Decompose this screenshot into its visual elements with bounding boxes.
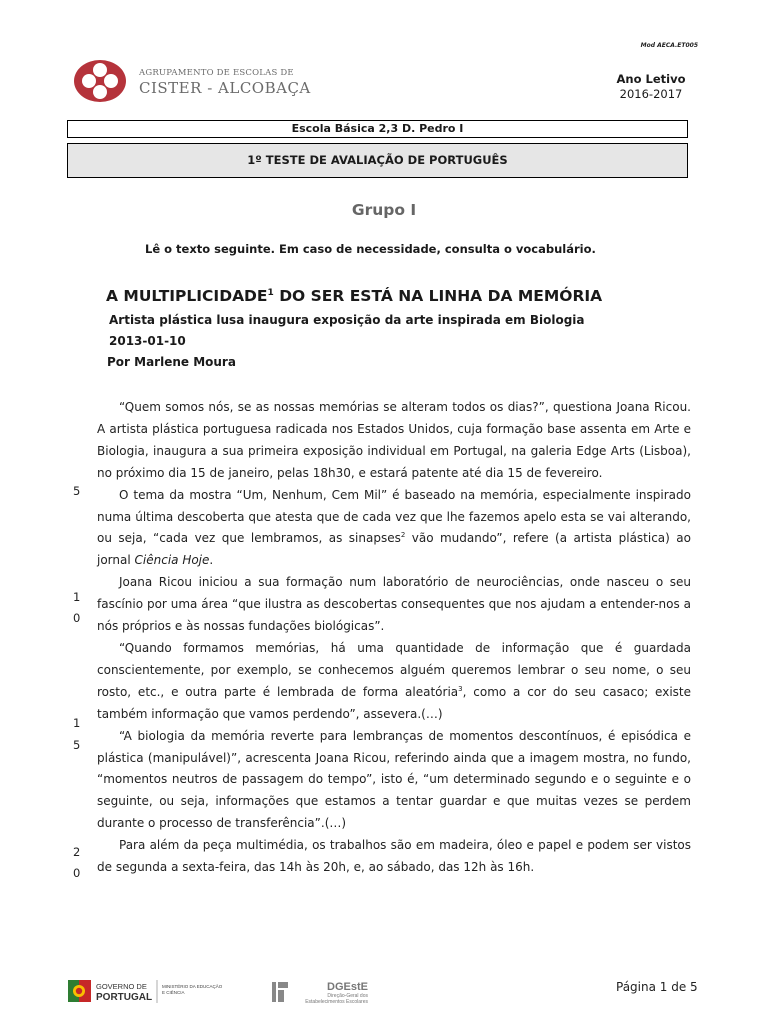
group-title: Grupo I [351,201,417,219]
line-number: 0 [73,611,81,625]
school-year-label: Ano Letivo [616,72,686,86]
article-body [97,397,691,879]
line-number: 0 [73,866,81,880]
dgeste-name: DGEstE [327,981,368,993]
test-title-box: 1º TESTE DE AVALIAÇÃO DE PORTUGUÊS [67,143,688,178]
gov-line1: GOVERNO DE [96,982,147,991]
line-number: 2 [73,845,81,859]
model-code: Mod AECA.ET005 [640,42,698,49]
dgeste-line1: Direção-Geral dos [327,993,368,999]
school-group-name [139,68,311,97]
instruction-text: Lê o texto seguinte. Em caso de necessidade, consulta o vocabulário. [145,242,596,256]
article-author: Por Marlene Moura [107,355,236,369]
org-line2: CISTER - ALCOBAÇA [139,79,311,97]
portugal-emblem-icon [68,980,91,1002]
school-year-value: 2016-2017 [619,87,683,101]
school-logo-icon [72,58,128,104]
line-number: 5 [73,738,81,752]
ministry-line1: MINISTÉRIO DA EDUCAÇÃO [162,984,223,989]
dgeste-line2: Estabelecimentos Escolares [305,999,368,1005]
school-year [596,72,706,101]
paragraph-4: “Quando formamos memórias, há uma quantidade de informação que é guardada conscientemente, por exemplo, se conhecemos alguém queremos lembrar o seu nome, o seu rosto, etc., e outra parte é lembrada de forma aleatória$^3$, como a cor do seu casaco; existe também informação que vamos perdendo”, assevera.(…) [97,640,692,721]
footnote-ref: 2 [400,531,406,540]
paragraph-3: Joana Ricou iniciou a sua formação num laboratório de neurociências, onde nasceu o seu fascínio por uma área “que ilustra as descobertas consequentes que nos ajudam a entender-nos a nós próprios e às nossas fundações biológicas”. [97,575,691,634]
footnote-ref: 3 [458,684,463,693]
footer-logos [66,976,386,1006]
paragraph-1: “Quem somos nós, se as nossas memórias se alteram todos os dias?”, questiona Joana Ricou. A artista plástica portuguesa radicada nos Estados Unidos, cuja formação base assenta em Arte e Biologia, inaugura a sua primeira exposição individual em Portugal, na galeria Edge Arts (Lisboa), no próximo dia 15 de janeiro, pelas 18h30, e estará patente até dia 15 de fevereiro. [97,400,691,480]
gov-line2: PORTUGAL [96,992,153,1003]
article-subtitle: Artista plástica lusa inaugura exposição da arte inspirada em Biologia [109,313,585,327]
dgeste-logo-icon [272,982,288,1002]
footnote-ref: 1 [267,287,274,298]
school-name-box: Escola Básica 2,3 D. Pedro I [67,120,688,138]
line-number: 5 [73,484,81,498]
paragraph-2: O tema da mostra “Um, Nenhum, Cem Mil” é baseado na memória, especialmente inspirado numa última descoberta que atesta que de cada vez que lhe fazemos apelo esta se vai alterando, ou seja, “cada vez que lembramos, as sinapses$^2$ vão mudando”, refere (a artista plástica) ao jornal Ciência Hoje. [97,487,691,568]
article-title: A MULTIPLICIDADE$^1$ DO SER ESTÁ NA LINHA DA MEMÓRIA [106,287,603,305]
page-number: Página 1 de 5 [616,980,698,994]
paragraph-5: “A biologia da memória reverte para lembranças de momentos descontínuos, é episódica e plástica (manipulável)”, acrescenta Joana Ricou, referindo ainda que a imagem mostra, no fundo, “momentos neutros de passagem do tempo”, isto é, “um determinado segundo e o seguinte e o seguinte, ou seja, informações que estamos a tentar guardar e que muitas vezes se perdem durante o processo de transferência”.(…) [97,728,691,831]
article-date: 2013-01-10 [109,334,186,348]
line-number: 1 [73,590,81,604]
ministry-line2: E CIÊNCIA [162,990,185,995]
line-number: 1 [73,716,81,730]
paragraph-6: Para além da peça multimédia, os trabalhos são em madeira, óleo e papel e podem ser vistos de segunda a sexta-feira, das 14h às 20h, e, ao sábado, das 12h às 16h. [97,838,691,875]
org-line1: AGRUPAMENTO DE ESCOLAS DE [139,68,294,78]
